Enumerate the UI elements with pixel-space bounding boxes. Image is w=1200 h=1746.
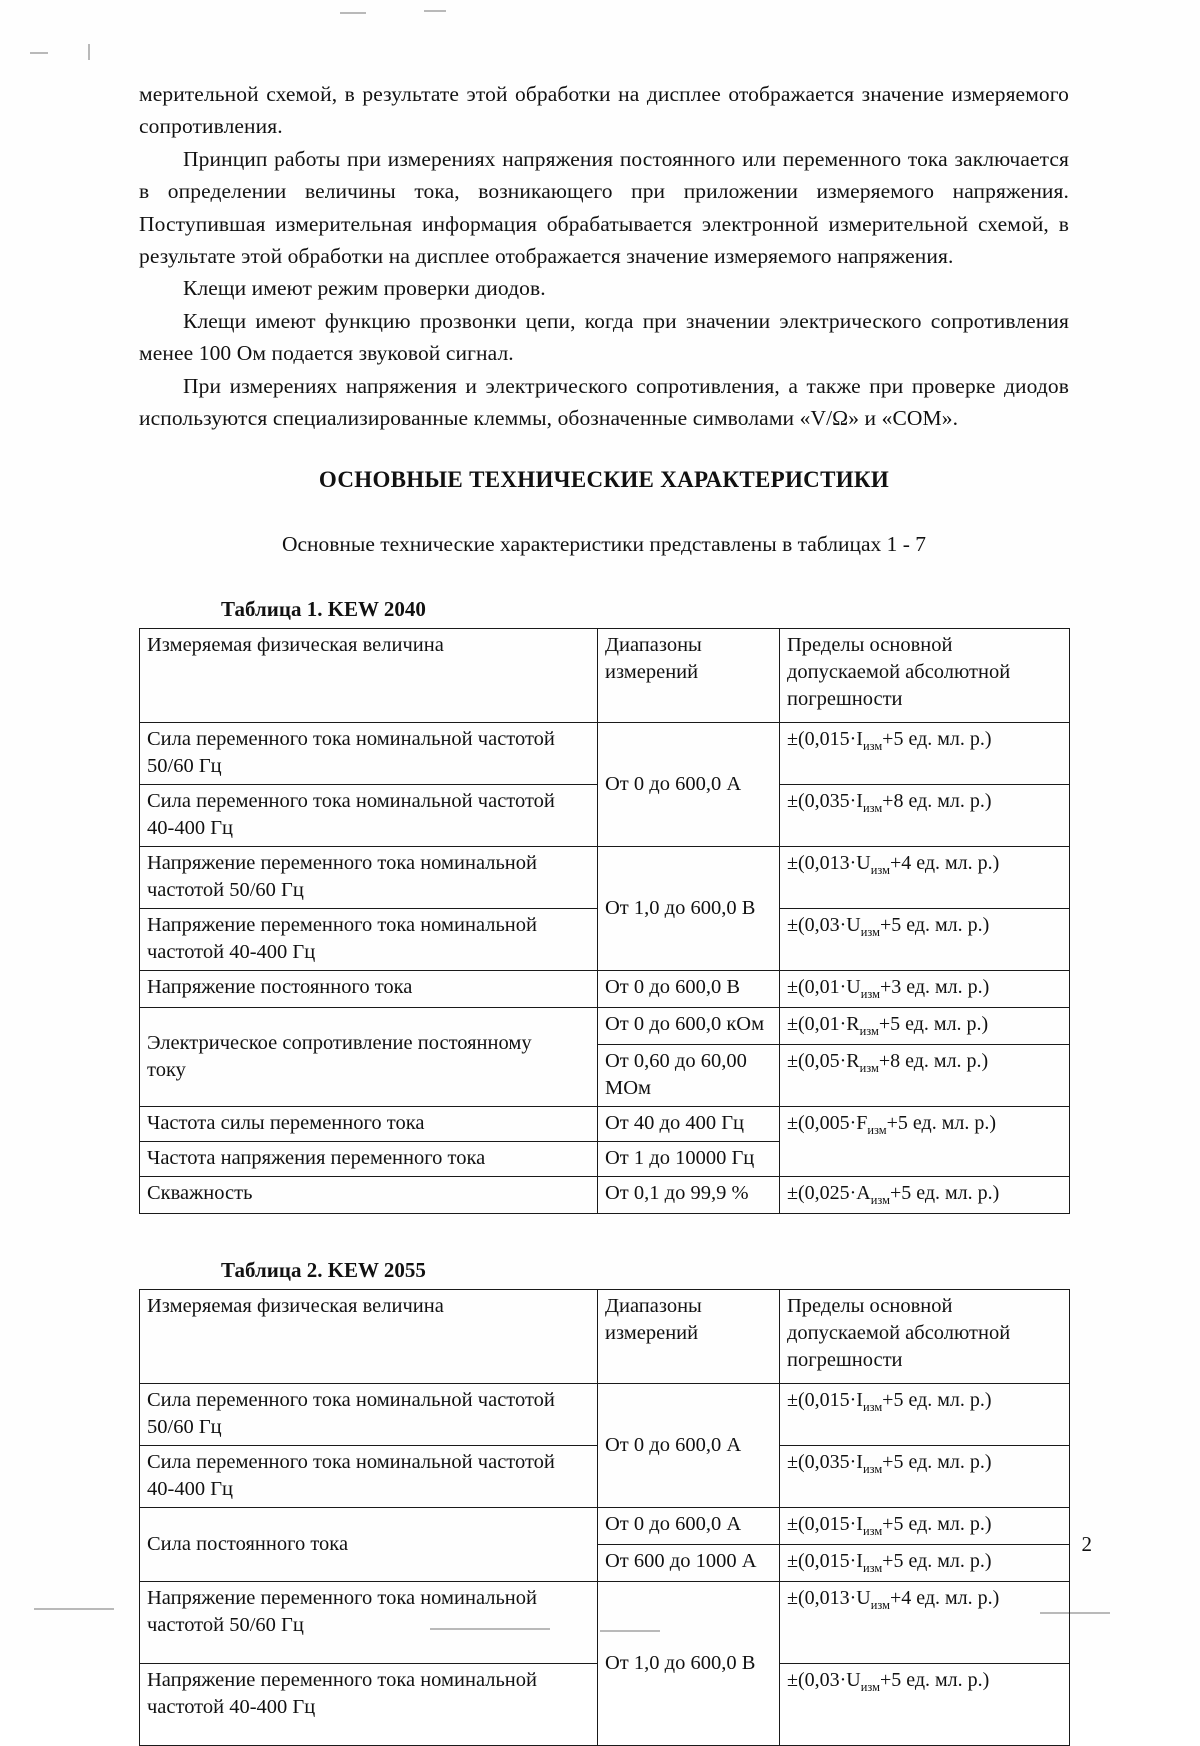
cell-range: От 600 до 1000 А xyxy=(598,1545,780,1582)
table-row xyxy=(140,847,1070,909)
quantity-line: Сила постоянного тока xyxy=(147,1532,349,1555)
cell-quantity xyxy=(140,971,598,1008)
cell-range: От 0 до 600,0 В xyxy=(598,971,780,1008)
cell-error: $\pm(0,015\cdot I_{изм}+5$ ед. мл. р.) xyxy=(780,1384,1070,1446)
cell-quantity xyxy=(140,909,598,971)
cell-quantity xyxy=(140,785,598,847)
paragraph-1: мерительной схемой, в результате этой обработки на дисплее отображается значение измеряемого сопротивления. xyxy=(139,82,1069,139)
paragraph-2: Принцип работы при измерениях напряжения постоянного или переменного тока заключается в определении величины тока, возникающего при приложении измеряемого напряжения. Поступившая измерительная информация обрабатывается электронной измерительной схемой, в результате этой обработки на дисплее отображается значение измеряемого напряжения. xyxy=(139,146,1069,269)
cell-quantity xyxy=(140,1177,598,1214)
header-range: Диапазоны измерений xyxy=(598,1290,780,1384)
table-header-row xyxy=(140,1290,1070,1384)
header-error: Пределы основной допускаемой абсолютной погрешности xyxy=(780,1290,1070,1384)
header-range: Диапазоны измерений xyxy=(598,629,780,723)
cell-quantity xyxy=(140,1384,598,1446)
quantity-line: 50/60 Гц xyxy=(147,755,222,778)
cell-error: $\pm(0,035\cdot I_{изм}+8$ ед. мл. р.) xyxy=(780,785,1070,847)
cell-range: От 40 до 400 Гц xyxy=(598,1107,780,1142)
quantity-line: Сила переменного тока номинальной частотой xyxy=(147,728,555,751)
cell-range: От 1 до 10000 Гц xyxy=(598,1142,780,1177)
quantity-line: 40-400 Гц xyxy=(147,817,234,840)
table-row xyxy=(140,723,1070,785)
table-row xyxy=(140,1107,1070,1142)
header-error: Пределы основной допускаемой абсолютной погрешности xyxy=(780,629,1070,723)
cell-quantity xyxy=(140,1107,598,1142)
quantity-line: Сила переменного тока номинальной частотой xyxy=(147,1389,555,1412)
cell-quantity xyxy=(140,1508,598,1582)
table-row xyxy=(140,1508,1070,1545)
cell-range: От 0,60 до 60,00 МОм xyxy=(598,1045,780,1107)
cell-error: $\pm(0,015\cdot I_{изм}+5$ ед. мл. р.) xyxy=(780,1508,1070,1545)
cell-error: $\pm(0,005\cdot F_{изм}+5$ ед. мл. р.) xyxy=(780,1107,1070,1177)
table-1-caption: Таблица 1. KEW 2040 xyxy=(221,597,426,622)
cell-range: От 0,1 до 99,9 % xyxy=(598,1177,780,1214)
paragraph-3: Клещи имеют режим проверки диодов. xyxy=(183,276,546,301)
cell-range: От 0 до 600,0 А xyxy=(598,1384,780,1508)
cell-error: $\pm(0,01\cdot U_{изм}+3$ ед. мл. р.) xyxy=(780,971,1070,1008)
cell-quantity xyxy=(140,723,598,785)
table-kew-2055 xyxy=(139,1289,1070,1746)
table-row xyxy=(140,1177,1070,1214)
paragraph-4: Клещи имеют функцию прозвонки цепи, когда при значении электрического сопротивления менее 100 Ом подается звуковой сигнал. xyxy=(139,308,1069,366)
cell-quantity xyxy=(140,1582,598,1664)
cell-range: От 1,0 до 600,0 В xyxy=(598,847,780,971)
scan-edge-mark xyxy=(34,1608,114,1610)
paragraph-5: При измерениях напряжения и электрического сопротивления, а также при проверке диодов используются специализированные клеммы, обозначенные символами «V/Ω» и «COM». xyxy=(139,373,1069,431)
quantity-line: Электрическое сопротивление постоянному xyxy=(147,1031,532,1054)
table-row xyxy=(140,1582,1070,1664)
scan-edge-mark xyxy=(340,12,366,14)
cell-range: От 0 до 600,0 А xyxy=(598,723,780,847)
page-content xyxy=(139,78,1069,1746)
cell-range: От 0 до 600,0 кОм xyxy=(598,1008,780,1045)
cell-error: $\pm(0,035\cdot I_{изм}+5$ ед. мл. р.) xyxy=(780,1446,1070,1508)
cell-error: $\pm(0,013\cdot U_{изм}+4$ ед. мл. р.) xyxy=(780,847,1070,909)
tables-lead-in: Основные технические характеристики представлены в таблицах 1 - 7 xyxy=(281,532,927,557)
table-header-row xyxy=(140,629,1070,723)
quantity-line: Частота напряжения переменного тока xyxy=(147,1147,486,1170)
table-row xyxy=(140,1384,1070,1446)
table-row xyxy=(140,1008,1070,1045)
section-title: ОСНОВНЫЕ ТЕХНИЧЕСКИЕ ХАРАКТЕРИСТИКИ xyxy=(318,467,890,493)
cell-error: $\pm(0,01\cdot R_{изм}+5$ ед. мл. р.) xyxy=(780,1008,1070,1045)
header-quantity: Измеряемая физическая величина xyxy=(140,629,598,723)
quantity-line: частотой 50/60 Гц xyxy=(147,1614,304,1637)
table-row xyxy=(140,971,1070,1008)
cell-quantity xyxy=(140,1008,598,1107)
cell-range: От 0 до 600,0 А xyxy=(598,1508,780,1545)
quantity-line: Частота силы переменного тока xyxy=(147,1112,425,1135)
cell-error: $\pm(0,025\cdot А_{изм}+5$ ед. мл. р.) xyxy=(780,1177,1070,1214)
cell-quantity xyxy=(140,1142,598,1177)
quantity-line: частотой 40-400 Гц xyxy=(147,1696,316,1719)
quantity-line: Сила переменного тока номинальной частотой xyxy=(147,1451,555,1474)
table-kew-2040 xyxy=(139,628,1070,1214)
quantity-line: 40-400 Гц xyxy=(147,1478,234,1501)
quantity-line: 50/60 Гц xyxy=(147,1416,222,1439)
quantity-line: частотой 50/60 Гц xyxy=(147,879,304,902)
scan-edge-mark xyxy=(88,44,90,60)
scan-edge-mark xyxy=(424,10,446,12)
cell-error: $\pm(0,015\cdot I_{изм}+5$ ед. мл. р.) xyxy=(780,723,1070,785)
page-number: 2 xyxy=(1081,1532,1092,1556)
quantity-line: току xyxy=(147,1058,186,1081)
cell-quantity xyxy=(140,1446,598,1508)
quantity-line: Напряжение переменного тока номинальной xyxy=(147,852,538,875)
quantity-line: Напряжение переменного тока номинальной xyxy=(147,1669,538,1692)
cell-quantity xyxy=(140,1664,598,1746)
scan-edge-mark xyxy=(30,52,48,54)
cell-error: $\pm(0,03\cdot U_{изм}+5$ ед. мл. р.) xyxy=(780,1664,1070,1746)
quantity-line: Напряжение постоянного тока xyxy=(147,976,413,999)
cell-error: $\pm(0,05\cdot R_{изм}+8$ ед. мл. р.) xyxy=(780,1045,1070,1107)
cell-error: $\pm(0,03\cdot U_{изм}+5$ ед. мл. р.) xyxy=(780,909,1070,971)
cell-quantity xyxy=(140,847,598,909)
quantity-line: Сила переменного тока номинальной частотой xyxy=(147,790,555,813)
header-quantity: Измеряемая физическая величина xyxy=(140,1290,598,1384)
quantity-line: частотой 40-400 Гц xyxy=(147,941,316,964)
cell-range: От 1,0 до 600,0 В xyxy=(598,1582,780,1746)
quantity-line: Скважность xyxy=(147,1182,253,1205)
quantity-line: Напряжение переменного тока номинальной xyxy=(147,914,538,937)
cell-error: $\pm(0,013\cdot U_{изм}+4$ ед. мл. р.) xyxy=(780,1582,1070,1664)
table-2-caption: Таблица 2. KEW 2055 xyxy=(221,1258,426,1283)
quantity-line: Напряжение переменного тока номинальной xyxy=(147,1587,538,1610)
cell-error: $\pm(0,015\cdot I_{изм}+5$ ед. мл. р.) xyxy=(780,1545,1070,1582)
